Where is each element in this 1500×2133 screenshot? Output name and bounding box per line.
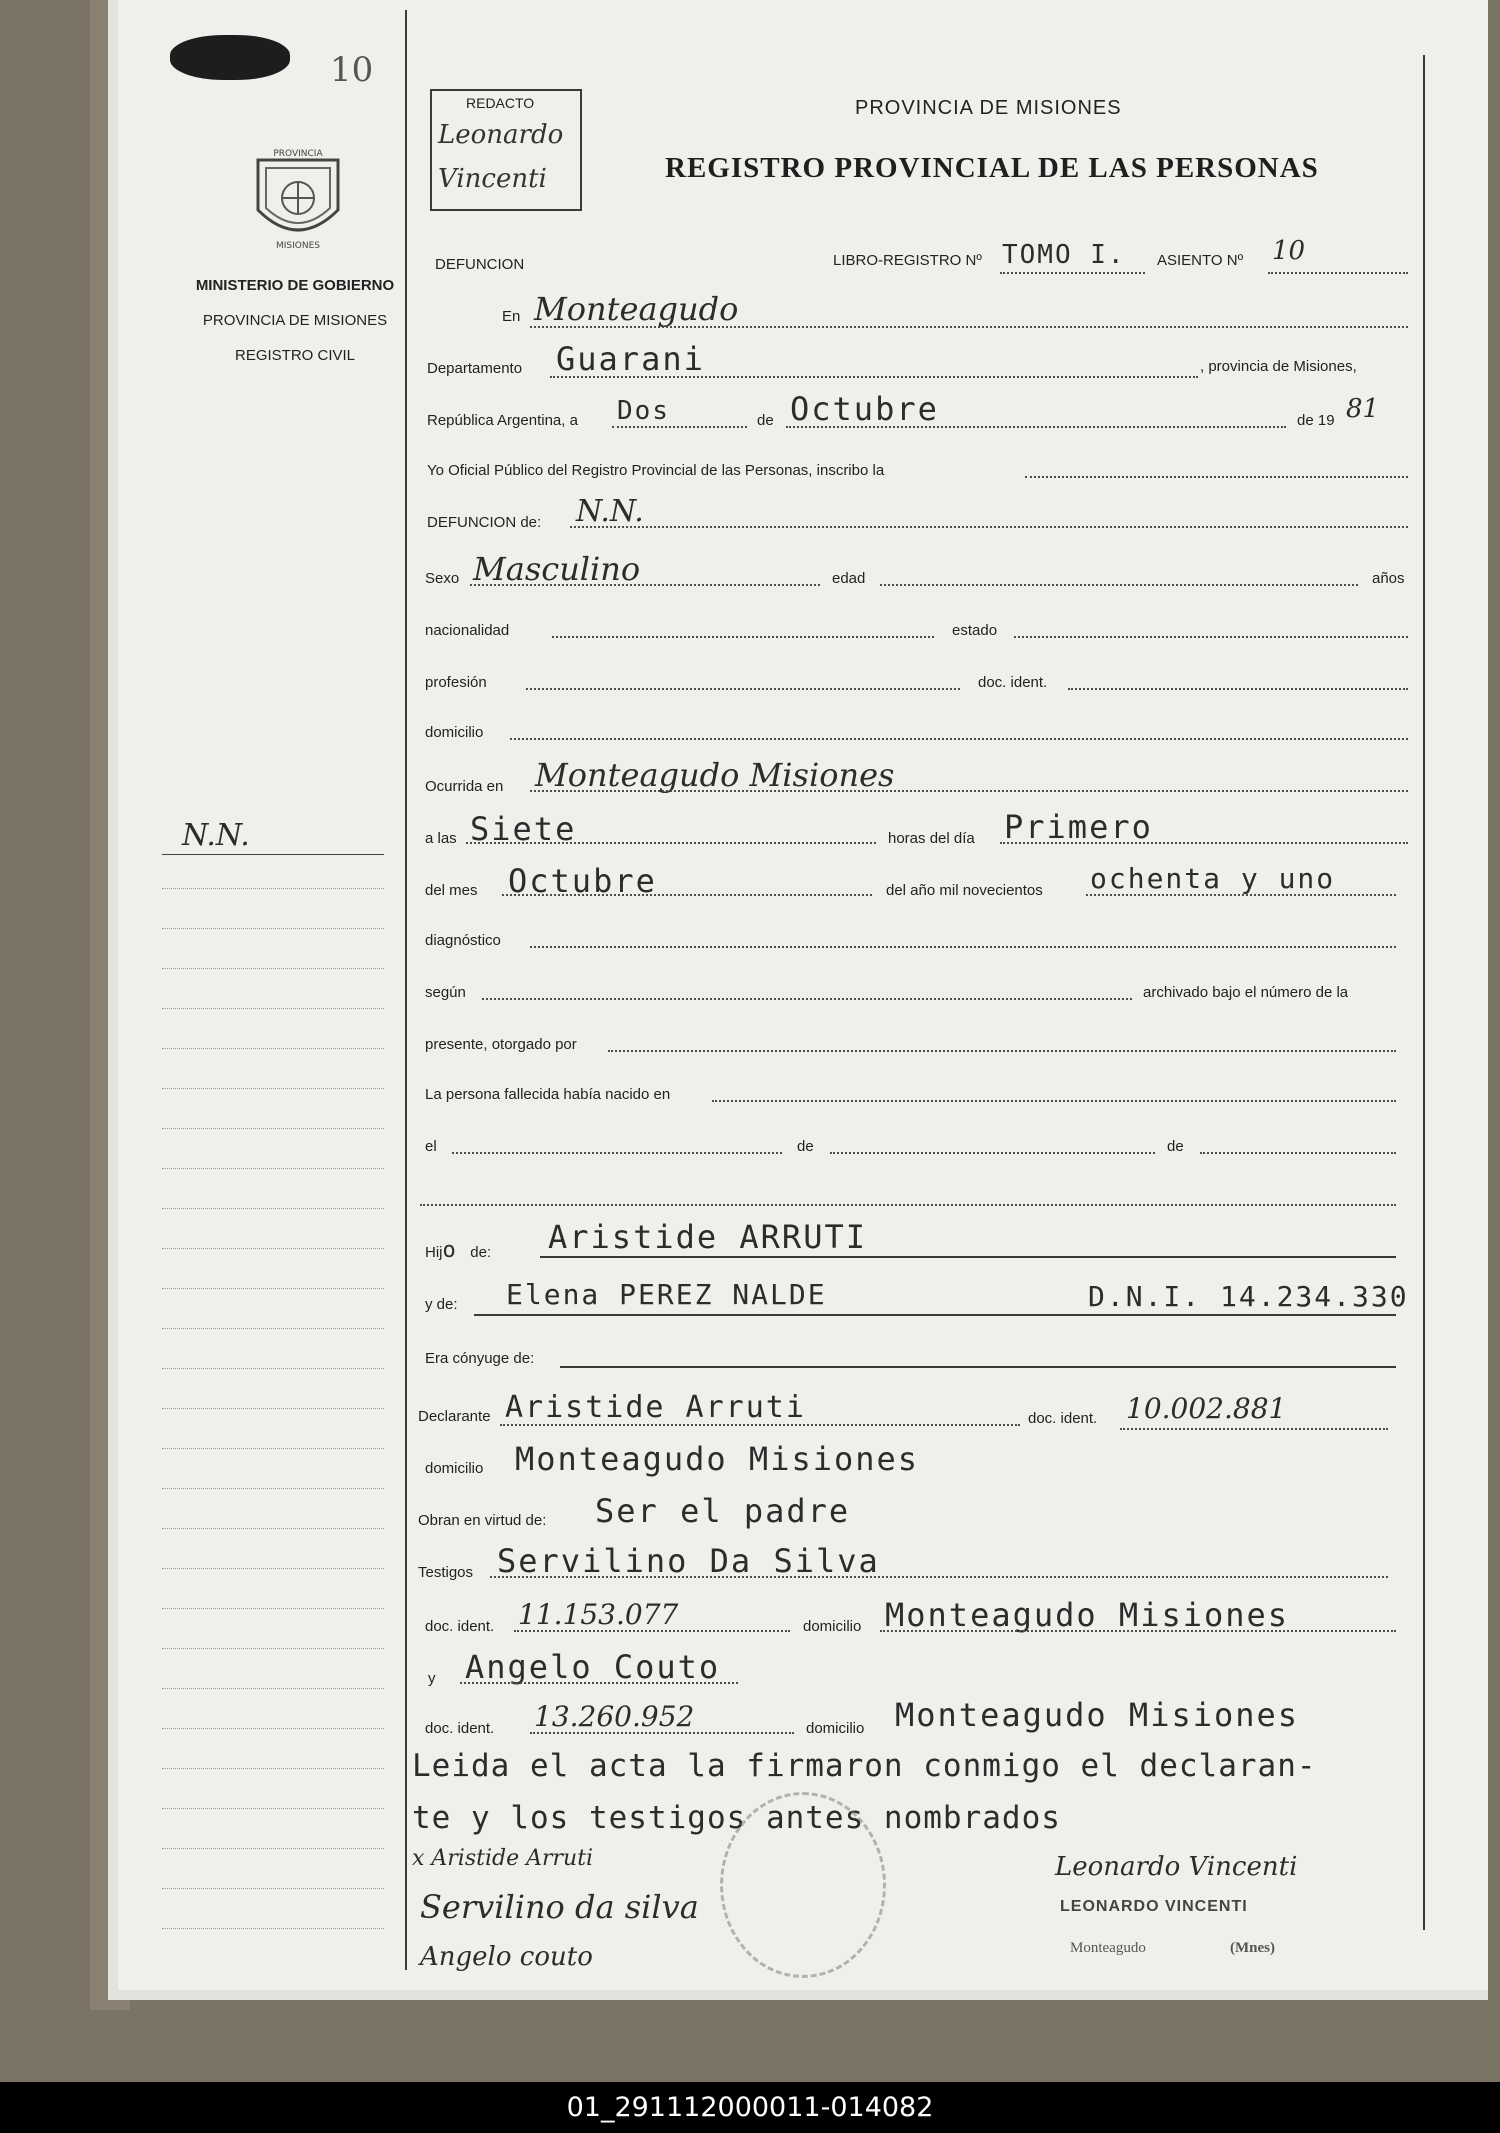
margin-line (162, 1848, 384, 1849)
declarante-value: Aristide Arruti (505, 1390, 806, 1425)
margin-line (162, 1928, 384, 1929)
margin-line (162, 1208, 384, 1209)
de3-line (1200, 1152, 1396, 1154)
depto-label: Departamento (427, 360, 523, 377)
dia-value: Dos (617, 396, 670, 426)
testigo2-signature: Angelo couto (420, 1942, 593, 1972)
segun-label: según (425, 984, 466, 1001)
diagnostico-label: diagnóstico (425, 932, 501, 949)
obran-value: Ser el padre (595, 1492, 851, 1530)
margin-line (162, 1808, 384, 1809)
dom-decl-value: Monteagudo Misiones (515, 1440, 920, 1478)
de19-label: de 19 (1297, 412, 1335, 429)
nacionalidad-line (552, 636, 934, 638)
libro-label: LIBRO-REGISTRO Nº (833, 252, 982, 269)
republica-label: República Argentina, a (427, 412, 578, 429)
oficial-line (1025, 476, 1408, 478)
margin-line (162, 1568, 384, 1569)
declarante-doc-value: 10.002.881 (1126, 1392, 1287, 1425)
defuncion-de-value: N.N. (576, 494, 644, 529)
libro-line (1000, 272, 1145, 274)
del-mes-value: Octubre (508, 862, 657, 900)
a-las-line (466, 842, 876, 844)
ministry-province: PROVINCIA DE MISIONES (202, 312, 388, 329)
margin-line (162, 888, 384, 889)
segun-line (482, 998, 1132, 1000)
en-line (530, 326, 1408, 328)
horas-value: Primero (1004, 808, 1153, 846)
ministry-name: MINISTERIO DE GOBIERNO (195, 277, 395, 294)
emblem-top-text: PROVINCIA (273, 149, 323, 159)
domicilio-label: domicilio (425, 724, 484, 741)
hijo-suffix: o (442, 1238, 458, 1263)
margin-line (162, 1048, 384, 1049)
type-label: DEFUNCION (435, 256, 525, 273)
en-label: En (502, 308, 521, 325)
asiento-value: 10 (1272, 236, 1306, 266)
testigo2-line (460, 1682, 738, 1684)
y-de-dni: D.N.I. 14.234.330 (1088, 1280, 1409, 1313)
margin-line (162, 1088, 384, 1089)
province-emblem-icon (238, 140, 358, 252)
margin-line (162, 1688, 384, 1689)
t2-doc-label: doc. ident. (425, 1720, 495, 1737)
margin-line (162, 1448, 384, 1449)
margin-line (162, 1248, 384, 1249)
asiento-label: ASIENTO Nº (1157, 252, 1244, 269)
t2-dom-label: domicilio (806, 1720, 865, 1737)
de3-label: de (1167, 1138, 1184, 1155)
anio-value: 81 (1346, 394, 1380, 424)
depto-value: Guarani (556, 340, 705, 378)
depto-line (550, 376, 1198, 378)
diagnostico-line (530, 946, 1396, 948)
right-border (1423, 55, 1425, 1930)
margin-line (162, 1128, 384, 1129)
nacido-label: La persona fallecida había nacido en (425, 1086, 671, 1103)
margin-line (162, 928, 384, 929)
declarante-signature: x Aristide Arruti (412, 1846, 594, 1871)
margin-line (162, 1168, 384, 1169)
conyuge-label: Era cónyuge de: (425, 1350, 535, 1367)
libro-value: TOMO I. (1002, 240, 1126, 270)
y-de-value: Elena PEREZ NALDE (506, 1278, 827, 1311)
testigo1-signature: Servilino da silva (420, 1888, 699, 1926)
horas-line (1000, 842, 1408, 844)
margin-line (162, 1288, 384, 1289)
de-label: de (757, 412, 774, 429)
t1-dom-line (880, 1630, 1396, 1632)
del-mes-line (502, 894, 872, 896)
sexo-line (470, 584, 820, 586)
ocurrida-line (530, 790, 1408, 792)
official-stamp (720, 1792, 886, 1978)
declarante-line (500, 1424, 1020, 1426)
margin-line (162, 1008, 384, 1009)
margin-line (162, 1888, 384, 1889)
t1-doc-value: 11.153.077 (518, 1598, 679, 1631)
anios-label: años (1372, 570, 1405, 587)
margin-name-line (162, 854, 384, 855)
del-anio-value: ochenta y uno (1090, 862, 1336, 895)
ministry-block (160, 268, 430, 373)
margin-line (162, 1608, 384, 1609)
t1-dom-value: Monteagudo Misiones (885, 1596, 1290, 1634)
domicilio-line (510, 738, 1408, 740)
emblem-bottom-text: MISIONES (275, 241, 321, 251)
y-de-line (474, 1314, 1396, 1316)
officer-signature: Leonardo Vincenti (1055, 1852, 1298, 1882)
edad-label: edad (832, 570, 866, 587)
estado-line (1014, 636, 1408, 638)
t2-doc-value: 13.260.952 (534, 1700, 695, 1733)
margin-line (162, 1328, 384, 1329)
en-value: Monteagudo (534, 290, 739, 328)
margin-line (162, 1648, 384, 1649)
margin-line (162, 1408, 384, 1409)
registry-title: REGISTRO PROVINCIAL DE LAS PERSONAS (665, 152, 1319, 184)
presente-label: presente, otorgado por (425, 1036, 577, 1053)
closing-line-1: Leida el acta la firmaron conmigo el declaran- (412, 1748, 1317, 1784)
a-las-label: a las (425, 830, 457, 847)
margin-line (162, 1528, 384, 1529)
ink-blot (170, 35, 290, 80)
defuncion-de-line (570, 526, 1408, 528)
t2-dom-value: Monteagudo Misiones (895, 1696, 1300, 1734)
margin-line (162, 1488, 384, 1489)
officer-name: LEONARDO VINCENTI (1060, 1898, 1248, 1915)
declarante-doc-line (1120, 1428, 1388, 1430)
hijo-label (425, 1238, 491, 1263)
horas-label: horas del día (888, 830, 975, 847)
mes-value: Octubre (790, 390, 939, 428)
del-anio-line (1086, 894, 1396, 896)
edad-line (880, 584, 1358, 586)
el-line (452, 1152, 782, 1154)
redacto-label: REDACTO (466, 95, 535, 111)
ocurrida-value: Monteagudo Misiones (535, 756, 895, 794)
officer-place: Monteagudo (1070, 1940, 1146, 1956)
ministry-civil: REGISTRO CIVIL (234, 347, 356, 364)
dom-decl-label: domicilio (425, 1460, 484, 1477)
doc-ident-line (1068, 688, 1408, 690)
hijo-line (540, 1256, 1396, 1258)
nacido-line (712, 1100, 1396, 1102)
sexo-label: Sexo (425, 570, 460, 587)
profesion-label: profesión (425, 674, 487, 691)
defuncion-de-label: DEFUNCION de: (427, 514, 542, 531)
el-label: el (425, 1138, 437, 1155)
t2-doc-line (530, 1732, 794, 1734)
declarante-doc-label: doc. ident. (1028, 1410, 1098, 1427)
dia-line (612, 426, 747, 428)
image-caption: 01_291112000011-014082 (0, 2082, 1500, 2133)
presente-line (608, 1050, 1396, 1052)
margin-line (162, 968, 384, 969)
ocurrida-label: Ocurrida en (425, 778, 504, 795)
obran-label: Obran en virtud de: (418, 1512, 547, 1529)
oficial-text: Yo Oficial Público del Registro Provincial de las Personas, inscribo la (427, 462, 885, 479)
conyuge-line (560, 1366, 1396, 1368)
page-number: 10 (330, 50, 374, 90)
provincia-label: , provincia de Misiones, (1200, 358, 1357, 375)
testigos-label: Testigos (418, 1564, 474, 1581)
doc-ident-label: doc. ident. (978, 674, 1048, 691)
margin-line (162, 1368, 384, 1369)
asiento-line (1268, 272, 1408, 274)
del-anio-label: del año mil novecientos (886, 882, 1043, 899)
blank-line (420, 1204, 1396, 1206)
a-las-value: Siete (470, 810, 577, 848)
margin-line (162, 1728, 384, 1729)
mes-line (786, 426, 1286, 428)
province-title: PROVINCIA DE MISIONES (855, 97, 1122, 119)
t1-dom-label: domicilio (803, 1618, 862, 1635)
sexo-value: Masculino (473, 550, 641, 588)
profesion-line (526, 688, 960, 690)
testigo1-value: Servilino Da Silva (497, 1542, 880, 1580)
t1-doc-line (514, 1630, 790, 1632)
testigo2-value: Angelo Couto (465, 1648, 721, 1686)
estado-label: estado (952, 622, 998, 639)
y-de-label: y de: (425, 1296, 458, 1313)
declarante-label: Declarante (418, 1408, 491, 1425)
y-label: y (428, 1670, 436, 1687)
testigo1-line (490, 1576, 1388, 1578)
redacto-signature: Leonardo Vincenti (438, 120, 564, 194)
closing-line-2: te y los testigos antes nombrados (412, 1800, 1061, 1836)
de2-line (830, 1152, 1155, 1154)
del-mes-label: del mes (425, 882, 478, 899)
t1-doc-label: doc. ident. (425, 1618, 495, 1635)
redacto-box (430, 89, 582, 211)
de2-label: de (797, 1138, 814, 1155)
margin-line (162, 1768, 384, 1769)
nacionalidad-label: nacionalidad (425, 622, 510, 639)
officer-prov: (Mnes) (1230, 1940, 1275, 1956)
archivado-label: archivado bajo el número de la (1143, 984, 1349, 1001)
margin-name: N.N. (182, 818, 250, 853)
hijo-prefix: Hij (425, 1244, 443, 1261)
hijo-de: de: (470, 1244, 492, 1261)
hijo-value: Aristide ARRUTI (548, 1218, 867, 1256)
